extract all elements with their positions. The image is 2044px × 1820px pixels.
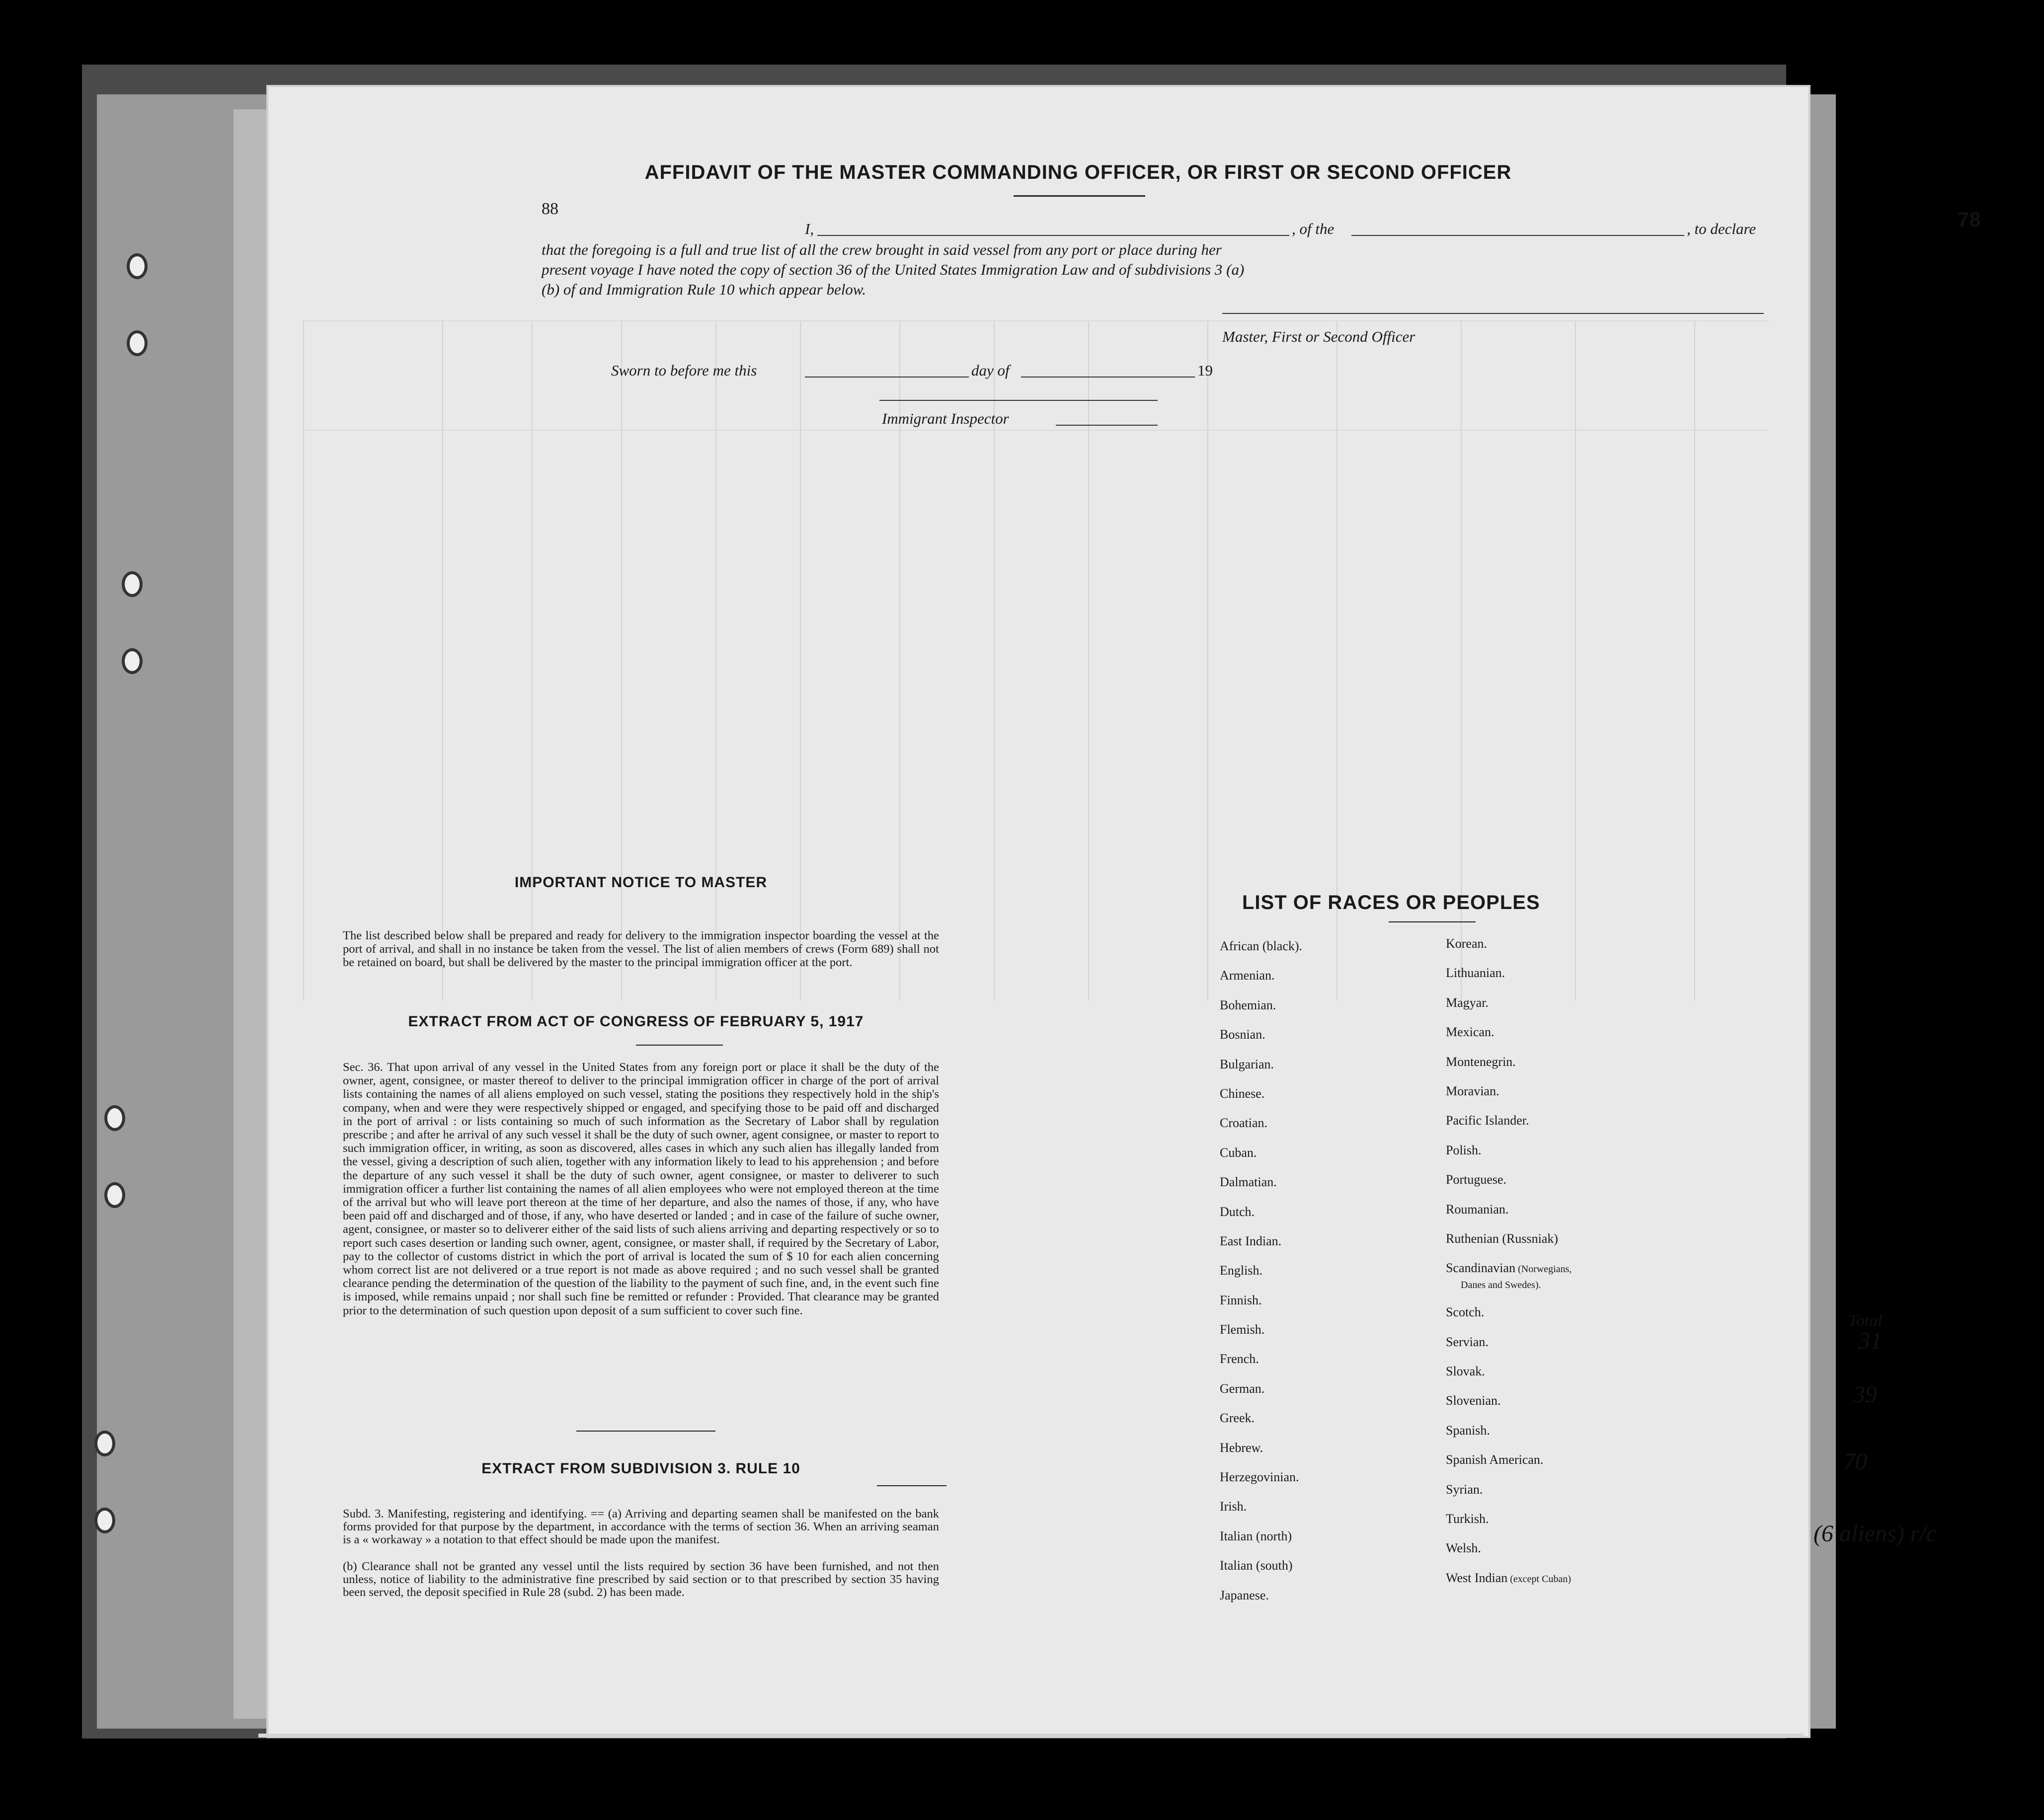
race-name: Servian.	[1446, 1334, 1489, 1349]
race-item	[1220, 1175, 1302, 1204]
race-item	[1220, 1057, 1302, 1086]
race-item	[1220, 1234, 1302, 1263]
race-name: West Indian	[1446, 1570, 1508, 1585]
margin-total-value: 31	[1858, 1328, 1882, 1354]
race-name: Welsh.	[1446, 1541, 1481, 1556]
race-item	[1220, 1588, 1302, 1617]
affidavit-page	[268, 87, 1808, 1736]
race-name: Finnish.	[1220, 1292, 1262, 1307]
inspector-signature-blank	[879, 400, 1158, 401]
race-item	[1220, 1470, 1302, 1499]
notice-heading: IMPORTANT NOTICE TO MASTER	[514, 874, 768, 891]
race-item	[1220, 1441, 1302, 1470]
race-name: German.	[1220, 1381, 1265, 1396]
race-name: Ruthenian (Russniak)	[1446, 1231, 1559, 1246]
race-item	[1220, 1027, 1302, 1057]
race-name: Dutch.	[1220, 1204, 1255, 1219]
race-name: Mexican.	[1446, 1025, 1494, 1040]
sworn-day-blank	[805, 377, 969, 378]
crew-list-grid-ghost	[303, 320, 1769, 1001]
race-item	[1446, 1231, 1572, 1261]
race-name: Syrian.	[1446, 1482, 1483, 1497]
race-name: Bulgarian.	[1220, 1057, 1274, 1071]
inspector-label: Immigrant Inspector	[882, 410, 1009, 427]
race-note: (Norwegians,	[1515, 1264, 1572, 1275]
race-name: Scandinavian	[1446, 1261, 1516, 1276]
race-name: Slovenian.	[1446, 1393, 1501, 1408]
race-item	[1446, 1305, 1572, 1334]
notice-text: The list described below shall be prepared and ready for delivery to the immigration inspector boarding the vessel at the port of arrival, and shall in no instance be taken from the vessel. The list of alien members of crews (Form 689) shall not be retained on board, but shall be delivered by the master to the principal immigration officer at the port.	[343, 929, 939, 969]
races-heading: LIST OF RACES OR PEOPLES	[1242, 892, 1540, 913]
race-item	[1220, 1263, 1302, 1292]
race-name: Cuban.	[1220, 1145, 1257, 1160]
race-item	[1446, 966, 1572, 995]
affidavit-title: AFFIDAVIT OF THE MASTER COMMANDING OFFICER, OR FIRST OR SECOND OFFICER	[644, 161, 1512, 183]
binder-hole	[94, 1508, 115, 1533]
race-name: Italian (north)	[1220, 1528, 1292, 1543]
binder-hole	[122, 571, 143, 597]
race-item	[1220, 1116, 1302, 1145]
handwritten-number: 88	[542, 200, 558, 218]
master-label: Master, First or Second Officer	[1222, 328, 1415, 345]
race-name: African (black).	[1220, 939, 1303, 953]
race-name: Italian (south)	[1220, 1558, 1293, 1573]
extract-rule-text-a: Subd. 3. Manifesting, registering and identifying. == (a) Arriving and departing seamen shall be manifested on the bank forms provided for that purpose by the department, in accordance with the terms of section 36. When an arriving seaman is a « workaway » a notation to that effect should be made upon the manifest.	[343, 1507, 939, 1546]
race-item	[1220, 1499, 1302, 1528]
binder-hole	[127, 330, 148, 356]
race-item	[1220, 1411, 1302, 1440]
race-name: Irish.	[1220, 1499, 1247, 1514]
race-name: Armenian.	[1220, 968, 1275, 983]
race-note: (except Cuban)	[1507, 1573, 1571, 1585]
race-name: Roumanian.	[1446, 1202, 1509, 1216]
race-name: Portuguese.	[1446, 1172, 1507, 1187]
binder-hole	[94, 1431, 115, 1456]
races-rule	[1389, 921, 1476, 922]
race-name: Pacific Islander.	[1446, 1113, 1529, 1128]
race-item	[1446, 1482, 1572, 1512]
act-rule	[636, 1045, 723, 1046]
race-name: Bohemian.	[1220, 997, 1276, 1012]
race-item	[1446, 1055, 1572, 1084]
race-item	[1220, 939, 1302, 968]
race-item	[1446, 1084, 1572, 1113]
binder-hole	[127, 253, 148, 279]
race-item	[1446, 1172, 1572, 1202]
inspector-blank	[1056, 425, 1158, 426]
affidavit-of-the: , of the	[1292, 220, 1335, 237]
race-name: Croatian.	[1220, 1116, 1268, 1131]
race-name: Bosnian.	[1220, 1027, 1265, 1042]
race-name: Moravian.	[1446, 1083, 1499, 1098]
race-name: Polish.	[1446, 1142, 1482, 1157]
page-number: 78	[1958, 208, 1981, 231]
race-item	[1220, 1381, 1302, 1411]
race-name: Korean.	[1446, 936, 1488, 951]
race-item	[1446, 1143, 1572, 1172]
binder-hole	[104, 1182, 125, 1208]
race-name: French.	[1220, 1352, 1259, 1366]
race-item	[1446, 1202, 1572, 1231]
race-item	[1446, 1025, 1572, 1054]
race-item	[1220, 1352, 1302, 1381]
rule-heading-rule	[877, 1485, 946, 1486]
race-name: Herzegovinian.	[1220, 1470, 1299, 1485]
margin-value-2: 39	[1853, 1381, 1877, 1408]
race-name: English.	[1220, 1263, 1262, 1278]
race-note: Danes and Swedes).	[1461, 1280, 1541, 1291]
race-item	[1446, 995, 1572, 1025]
race-name: Turkish.	[1446, 1512, 1489, 1526]
races-column-2	[1446, 936, 1572, 1600]
race-name: Slovak.	[1446, 1364, 1485, 1379]
race-name: Lithuanian.	[1446, 966, 1505, 981]
race-item	[1220, 1293, 1302, 1322]
race-item	[1446, 1261, 1572, 1305]
race-item	[1220, 1205, 1302, 1234]
race-item	[1220, 968, 1302, 997]
race-item	[1220, 1558, 1302, 1588]
day-of-label: day of	[971, 362, 1010, 379]
margin-value-3: 70	[1843, 1448, 1867, 1475]
margin-aliens-note: (6 aliens) r/c	[1813, 1520, 1937, 1547]
race-item	[1220, 998, 1302, 1027]
race-name: Japanese.	[1220, 1588, 1269, 1602]
race-item	[1220, 1086, 1302, 1116]
binder-hole	[122, 648, 143, 674]
race-item	[1446, 1335, 1572, 1364]
race-name: Flemish.	[1220, 1322, 1265, 1337]
affidavit-i: I,	[805, 220, 814, 237]
affidavit-line-4: (b) of and Immigration Rule 10 which appear below.	[542, 281, 866, 298]
races-column-1	[1220, 939, 1302, 1617]
race-name: East Indian.	[1220, 1233, 1282, 1248]
race-item	[1446, 1452, 1572, 1482]
page-stack-edge	[258, 1734, 1804, 1738]
affidavit-to-declare: , to declare	[1687, 220, 1756, 237]
year-label: 19	[1197, 362, 1213, 379]
race-name: Chinese.	[1220, 1086, 1265, 1101]
race-item	[1446, 1113, 1572, 1142]
race-item	[1220, 1145, 1302, 1175]
race-item	[1446, 1571, 1572, 1600]
race-item	[1446, 1512, 1572, 1541]
race-name: Dalmatian.	[1220, 1175, 1277, 1190]
extract-act-heading: EXTRACT FROM ACT OF CONGRESS OF FEBRUARY 5, 1917	[408, 1013, 864, 1030]
month-blank	[1021, 377, 1195, 378]
race-item	[1220, 1322, 1302, 1352]
race-item	[1446, 936, 1572, 966]
extract-act-text: Sec. 36. That upon arrival of any vessel in the United States from any foreign port or place it shall be the duty of the owner, agent, consignee, or master thereof to deliver to the principal immigration officer in charge of the port of arrival lists containing the names of all aliens employed on such vessel, stating the positions they respectively hold in the ship's company, when and were they were respectively shipped or engaged, and specifying those to be paid off and discharged in the port of arrival : or lists containing so much of such information as the Secretary of Labor shall by regulation prescribe ; and after he arrival of any such vessel it shall be the duty of such owner, agent consignee, or master to report to such immigration officer, in writing, as soon as discovered, alles cases in which any such alien has illegally landed from the vessel, giving a description of such alien, together with any information likely to lead to his apprehension ; and before the departure of any such vessel it shall be the duty of such owner, agent consignee, or master to deliverer to such immigration officer a further list containing the names of all alien employees who were not employed thereon at the time of the arrival but who will leave port thereon at the time of her departure, and also the names of those, if any, who have been paid off and discharged and of those, if any, who have deserted or landed ; and in case of the failure of suche owner, agent, consignee, or master so to deliverer either of the said lists of such aliens arriving and departing respectively or so to report such cases desertion or landing such owner, agent, consignee, or master shall, if required by the Secretary of Labor, pay to the collector of customs district in which the port of arrival is located the sum of $ 10 for each alien concerning whom correct list are not delivered or a true report is not made as above required ; and no such vessel shall be granted clearance pending the determination of the question of the liability to the payment of such fine, and, in the event such fine is imposed, while remains unpaid ; nor shall such fine be remitted or refunder : Provided. That clearance may be granted prior to the determination of such question upon deposit of a sum sufficient to cover such fine.	[343, 1061, 939, 1317]
extract-rule-heading: EXTRACT FROM SUBDIVISION 3. RULE 10	[481, 1460, 800, 1477]
affidavit-line-3: present voyage I have noted the copy of section 36 of the United States Immigration Law and of subdivisions 3 (a)	[542, 261, 1245, 278]
act-end-rule	[576, 1431, 715, 1432]
name-blank	[817, 235, 1289, 236]
race-item	[1446, 1393, 1572, 1423]
race-name: Spanish.	[1446, 1423, 1490, 1438]
title-rule	[1014, 195, 1145, 197]
margin-total-label: Total	[1848, 1311, 1883, 1330]
race-item	[1220, 1529, 1302, 1558]
sworn-label: Sworn to before me this	[611, 362, 757, 379]
race-item	[1446, 1423, 1572, 1452]
affidavit-line-2: that the foregoing is a full and true list of all the crew brought in said vessel from any port or place during her	[542, 241, 1222, 258]
race-item	[1446, 1541, 1572, 1570]
signature-blank	[1222, 313, 1764, 314]
extract-rule-text-b: (b) Clearance shall not be granted any vessel until the lists required by section 36 have been furnished, and not then unless, notice of liability to the administrative fine prescribed by said section or to that prescribed by section 35 having been served, the deposit specified in Rule 28 (subd. 2) has been made.	[343, 1560, 939, 1599]
race-item	[1446, 1364, 1572, 1393]
race-name: Hebrew.	[1220, 1440, 1263, 1455]
race-name: Spanish American.	[1446, 1452, 1544, 1467]
binder-hole	[104, 1105, 125, 1131]
race-name: Scotch.	[1446, 1305, 1485, 1320]
race-name: Magyar.	[1446, 995, 1489, 1010]
race-name: Montenegrin.	[1446, 1054, 1516, 1069]
race-name: Greek.	[1220, 1411, 1255, 1426]
vessel-blank	[1351, 235, 1684, 236]
